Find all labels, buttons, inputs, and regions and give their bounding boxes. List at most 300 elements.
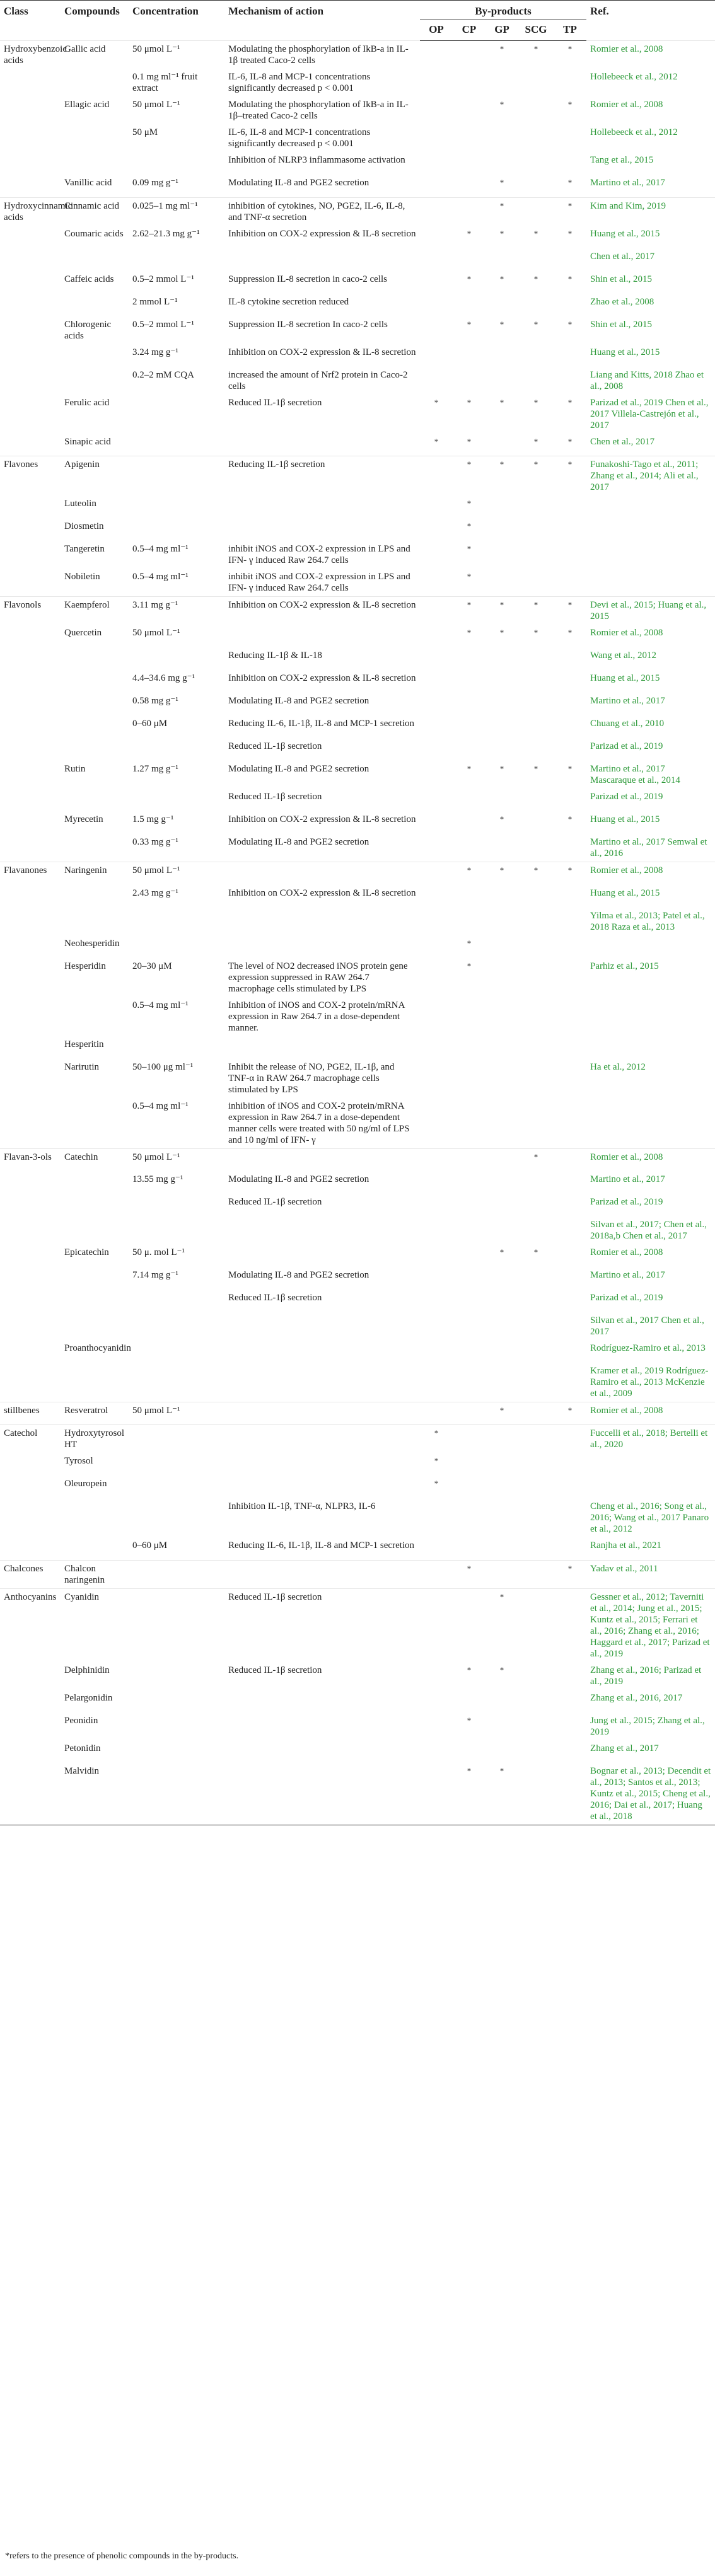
reference-cell[interactable]: Parhiz et al., 2015 — [590, 961, 659, 971]
reference-cell[interactable]: Zhang et al., 2016; Parizad et al., 2019 — [590, 1665, 702, 1687]
compound-cell: Diosmetin — [64, 521, 104, 531]
gp-marker: * — [499, 100, 504, 109]
gp-marker — [485, 69, 518, 96]
scg-marker: * — [533, 228, 538, 238]
tp-marker — [554, 1588, 586, 1662]
reference-cell[interactable]: Chen et al., 2017 — [590, 251, 655, 262]
reference-cell[interactable]: Shin et al., 2015 — [590, 274, 652, 284]
reference-cell[interactable]: Romier et al., 2008 — [586, 41, 715, 69]
op-marker — [420, 271, 453, 294]
scg-marker — [518, 1763, 554, 1825]
compound-cell: Ferulic acid — [64, 397, 110, 408]
concentration-cell: 13.55 mg g⁻¹ — [132, 1174, 183, 1184]
mechanism-cell: Inhibition IL-1β, TNF-α, NLPR3, IL-6 — [228, 1501, 376, 1511]
concentration-cell — [129, 1340, 224, 1363]
mechanism-cell — [224, 908, 420, 935]
table-row — [0, 1453, 715, 1476]
compound-cell: Resveratrol — [61, 1402, 129, 1425]
compound-cell — [61, 1171, 129, 1194]
cp-marker — [453, 1498, 485, 1537]
reference-cell[interactable]: Shin et al., 2015 — [590, 319, 652, 330]
reference-cell[interactable]: Chen et al., 2017 — [590, 436, 655, 447]
op-marker — [420, 738, 453, 761]
op-marker — [420, 1312, 453, 1340]
compound-cell: Hesperitin — [64, 1039, 104, 1049]
concentration-cell — [129, 1216, 224, 1244]
op-marker — [420, 1194, 453, 1216]
mechanism-cell: inhibit iNOS and COX-2 expression in LPS and IFN- γ induced Raw 264.7 cells — [228, 544, 410, 565]
concentration-cell — [129, 1290, 224, 1312]
gp-marker — [485, 124, 518, 152]
class-cell — [0, 495, 61, 518]
reference-cell[interactable]: Kim and Kim, 2019 — [586, 197, 715, 226]
compound-cell — [61, 124, 129, 152]
reference-cell[interactable]: Cheng et al., 2016; Song et al., 2016; Wang et al., 2017 Panaro et al., 2012 — [590, 1501, 709, 1534]
compound-cell — [61, 1216, 129, 1244]
reference-cell[interactable]: Romier et al., 2008 — [586, 1402, 715, 1425]
compound-cell: Chlorogenic acids — [64, 319, 112, 341]
concentration-cell — [129, 1036, 224, 1059]
compound-cell: Sinapic acid — [64, 436, 111, 447]
tp-marker: * — [554, 41, 586, 69]
scg-marker — [518, 518, 554, 541]
compound-cell: Vanillic acid — [64, 178, 112, 188]
class-cell — [0, 152, 61, 175]
gp-marker — [485, 248, 518, 271]
cp-marker — [453, 1690, 485, 1713]
mechanism-cell — [224, 1560, 420, 1588]
reference-cell[interactable]: Liang and Kitts, 2018 Zhao et al., 2008 — [590, 369, 704, 391]
table-row — [0, 344, 715, 367]
reference-cell[interactable]: Romier et al., 2008 — [586, 862, 715, 885]
reference-cell[interactable]: Ranjha et al., 2021 — [590, 1540, 661, 1551]
tp-marker: * — [567, 764, 573, 773]
gp-marker — [485, 1290, 518, 1312]
mechanism-cell — [224, 935, 420, 958]
concentration-cell: 50 μmol L⁻¹ — [129, 1148, 224, 1171]
compound-cell: Naringenin — [61, 862, 129, 885]
compound-cell — [61, 670, 129, 693]
tp-marker — [554, 693, 586, 715]
reference-cell[interactable]: Funakoshi-Tago et al., 2011; Zhang et al., 2014; Ali et al., 2017 — [586, 456, 715, 496]
reference-cell[interactable]: Hollebeeck et al., 2012 — [590, 127, 678, 137]
compound-cell: Rutin — [64, 764, 86, 774]
reference-cell[interactable]: Romier et al., 2008 — [590, 628, 663, 638]
tp-marker — [554, 834, 586, 862]
op-marker — [420, 625, 453, 647]
class-cell — [0, 367, 61, 395]
class-cell — [0, 1763, 61, 1825]
reference-cell[interactable]: Ha et al., 2012 — [590, 1061, 646, 1072]
scg-marker — [518, 175, 554, 197]
class-cell — [0, 1453, 61, 1476]
tp-marker — [554, 495, 586, 518]
cp-marker — [453, 1476, 485, 1498]
tp-marker — [554, 908, 586, 935]
reference-cell[interactable]: Fuccelli et al., 2018; Bertelli et al., 2020 — [586, 1425, 715, 1453]
reference-cell — [586, 541, 715, 569]
tp-marker — [554, 1498, 586, 1537]
scg-marker: * — [518, 456, 554, 496]
class-cell — [0, 1340, 61, 1363]
scg-marker — [518, 997, 554, 1036]
mechanism-cell — [224, 1312, 420, 1340]
class-cell: Chalcones — [0, 1560, 61, 1588]
cp-marker — [453, 715, 485, 738]
reference-cell[interactable]: Silvan et al., 2017 Chen et al., 2017 — [590, 1315, 704, 1337]
concentration-cell: 0.2–2 mM CQA — [132, 369, 194, 380]
op-marker — [420, 1098, 453, 1149]
mechanism-cell: Inhibition on COX-2 expression & IL-8 secretion — [228, 347, 416, 357]
class-cell — [0, 124, 61, 152]
tp-marker: * — [567, 178, 573, 187]
op-marker — [420, 935, 453, 958]
table-row — [0, 1098, 715, 1149]
reference-cell[interactable]: Hollebeeck et al., 2012 — [590, 72, 678, 82]
mechanism-cell — [224, 1453, 420, 1476]
cp-marker — [453, 69, 485, 96]
scg-marker: * — [533, 628, 538, 637]
gp-marker: * — [485, 1588, 518, 1662]
compound-cell: Delphinidin — [64, 1665, 110, 1675]
op-marker — [420, 1340, 453, 1363]
cp-marker: * — [453, 1560, 485, 1588]
concentration-cell — [129, 395, 224, 434]
gp-marker: * — [485, 1402, 518, 1425]
header-scg: SCG — [518, 20, 554, 41]
gp-marker — [485, 935, 518, 958]
table-row — [0, 1588, 715, 1662]
scg-marker — [518, 1267, 554, 1290]
op-marker — [420, 1662, 453, 1690]
tp-marker — [554, 1194, 586, 1216]
cp-marker — [453, 1036, 485, 1059]
scg-marker — [518, 1560, 554, 1588]
cp-marker — [453, 1537, 485, 1560]
cp-marker — [453, 908, 485, 935]
reference-cell[interactable]: Jung et al., 2015; Zhang et al., 2019 — [590, 1715, 705, 1737]
op-marker — [420, 316, 453, 344]
op-marker — [420, 834, 453, 862]
table-row — [0, 69, 715, 96]
class-cell — [0, 518, 61, 541]
op-marker — [420, 885, 453, 908]
gp-marker — [485, 997, 518, 1036]
table-row — [0, 124, 715, 152]
op-marker — [420, 1267, 453, 1290]
cp-marker — [453, 41, 485, 69]
class-cell — [0, 1537, 61, 1560]
scg-marker — [518, 1312, 554, 1340]
cp-marker: * — [453, 456, 485, 496]
scg-marker — [518, 670, 554, 693]
table-row — [0, 226, 715, 248]
concentration-cell — [129, 738, 224, 761]
reference-cell[interactable]: Martino et al., 2017 Mascaraque et al., 2014 — [590, 764, 680, 785]
table-row — [0, 316, 715, 344]
reference-cell[interactable]: Zhang et al., 2016, 2017 — [590, 1692, 683, 1703]
class-cell — [0, 1290, 61, 1312]
gp-marker — [485, 908, 518, 935]
table-row — [0, 1498, 715, 1537]
table-row — [0, 738, 715, 761]
mechanism-cell — [224, 1402, 420, 1425]
reference-cell[interactable]: Zhang et al., 2017 — [590, 1743, 659, 1753]
table-row — [0, 761, 715, 788]
header-class: Class — [0, 1, 61, 41]
mechanism-cell: Modulating IL-8 and PGE2 secretion — [228, 1270, 369, 1280]
table-row — [0, 1690, 715, 1713]
concentration-cell — [129, 935, 224, 958]
scg-marker — [518, 647, 554, 670]
compound-cell — [61, 367, 129, 395]
concentration-cell: 0.5–2 mmol L⁻¹ — [132, 319, 194, 330]
cp-marker — [453, 294, 485, 316]
op-marker — [420, 367, 453, 395]
gp-marker: * — [485, 862, 518, 885]
scg-marker — [518, 1340, 554, 1363]
scg-marker — [518, 1537, 554, 1560]
concentration-cell — [129, 434, 224, 456]
concentration-cell: 3.24 mg g⁻¹ — [132, 347, 178, 357]
cp-marker — [453, 367, 485, 395]
tp-marker: * — [554, 597, 586, 625]
concentration-cell: 0–60 μM — [132, 1540, 168, 1551]
scg-marker: * — [533, 1247, 538, 1257]
reference-cell — [586, 569, 715, 597]
mechanism-cell — [224, 1340, 420, 1363]
class-cell: Hydroxybenzoic acids — [0, 41, 61, 69]
class-cell — [0, 1098, 61, 1149]
scg-marker — [518, 495, 554, 518]
concentration-cell: 0.5–4 mg ml⁻¹ — [132, 572, 189, 582]
op-marker — [420, 811, 453, 834]
compound-cell: Peonidin — [64, 1715, 98, 1726]
reference-cell[interactable]: Tang et al., 2015 — [590, 155, 654, 165]
mechanism-cell: Reduced IL-1β secretion — [228, 792, 322, 802]
scg-marker — [518, 1059, 554, 1098]
tp-marker — [554, 1216, 586, 1244]
compound-cell: Hydroxytyrosol HT — [61, 1425, 129, 1453]
class-cell — [0, 811, 61, 834]
mechanism-cell: Inhibition of NLRP3 inflammasome activation — [228, 155, 405, 165]
compound-cell — [61, 997, 129, 1036]
op-marker — [420, 1402, 453, 1425]
scg-marker — [518, 1690, 554, 1713]
table-row — [0, 434, 715, 456]
gp-marker: * — [499, 397, 504, 407]
reference-cell[interactable]: Martino et al., 2017 Semwal et al., 2016 — [590, 837, 707, 858]
reference-cell[interactable]: Kramer et al., 2019 Rodríguez-Ramiro et al., 2013 McKenzie et al., 2009 — [590, 1366, 709, 1399]
concentration-cell: 20–30 μM — [132, 961, 172, 971]
mechanism-cell: Inhibition on COX-2 expression & IL-8 secretion — [228, 814, 416, 824]
reference-cell[interactable]: Romier et al., 2008 — [590, 1247, 663, 1257]
op-marker — [420, 958, 453, 997]
tp-marker — [554, 647, 586, 670]
gp-marker — [485, 1363, 518, 1402]
reference-cell[interactable]: Wang et al., 2012 — [590, 650, 657, 661]
compound-cell — [61, 1537, 129, 1560]
reference-cell[interactable]: Parizad et al., 2019 — [590, 1197, 663, 1207]
scg-marker — [518, 197, 554, 226]
compound-cell — [61, 738, 129, 761]
compound-cell: Myrecetin — [64, 814, 103, 824]
scg-marker — [518, 96, 554, 124]
gp-marker — [485, 518, 518, 541]
compound-cell: Quercetin — [64, 628, 102, 638]
table-row — [0, 958, 715, 997]
scg-marker — [518, 344, 554, 367]
concentration-cell: 0.58 mg g⁻¹ — [132, 696, 178, 706]
gp-marker — [485, 1036, 518, 1059]
tp-marker — [554, 1740, 586, 1763]
mechanism-cell: IL-8 cytokine secretion reduced — [228, 296, 349, 307]
reference-cell[interactable]: Romier et al., 2008 — [590, 100, 663, 110]
gp-marker — [485, 1476, 518, 1498]
table-row — [0, 518, 715, 541]
reference-cell[interactable]: Huang et al., 2015 — [590, 673, 660, 683]
gp-marker — [485, 1098, 518, 1149]
reference-cell[interactable]: Yadav et al., 2011 — [586, 1560, 715, 1588]
reference-cell[interactable]: Devi et al., 2015; Huang et al., 2015 — [586, 597, 715, 625]
cp-marker — [453, 1216, 485, 1244]
tp-marker — [554, 1763, 586, 1825]
class-cell — [0, 316, 61, 344]
cp-marker — [453, 248, 485, 271]
table-row — [0, 197, 715, 226]
tp-marker — [554, 997, 586, 1036]
reference-cell[interactable]: Rodríguez-Ramiro et al., 2013 — [590, 1343, 706, 1353]
reference-cell[interactable]: Gessner et al., 2012; Taverniti et al., 2014; Jung et al., 2015; Kuntz et al., 2015; Ferrari et al., 2016; Zhang et al., 2016; Haggard et al., 2017; Parizad et al., 2019 — [586, 1588, 715, 1662]
reference-cell[interactable]: Martino et al., 2017 — [590, 1174, 665, 1184]
gp-marker: * — [499, 764, 504, 773]
table-row — [0, 1425, 715, 1453]
table-row — [0, 495, 715, 518]
scg-marker — [518, 1713, 554, 1740]
compound-cell — [61, 69, 129, 96]
gp-marker — [485, 715, 518, 738]
reference-cell[interactable]: Huang et al., 2015 — [590, 347, 660, 357]
concentration-cell: 3.11 mg g⁻¹ — [129, 597, 224, 625]
tp-marker — [554, 1036, 586, 1059]
concentration-cell: 0.33 mg g⁻¹ — [132, 837, 178, 847]
mechanism-cell — [224, 495, 420, 518]
cp-marker — [453, 788, 485, 811]
header-op: OP — [420, 20, 453, 41]
reference-cell[interactable]: Romier et al., 2008 — [586, 1148, 715, 1171]
concentration-cell: 0.1 mg ml⁻¹ fruit extract — [132, 72, 198, 93]
reference-cell[interactable]: Parizad et al., 2019 Chen et al., 2017 Villela-Castrejón et al., 2017 — [590, 397, 709, 430]
table-row — [0, 834, 715, 862]
reference-cell[interactable]: Bognar et al., 2013; Decendit et al., 2013; Santos et al., 2013; Kuntz et al., 2015; Cheng et al., 2016; Dai et al., 2017; Huang et al., 2018 — [586, 1763, 715, 1825]
table-row — [0, 862, 715, 885]
op-marker — [420, 541, 453, 569]
reference-cell[interactable]: Parizad et al., 2019 — [590, 1293, 663, 1303]
class-cell — [0, 69, 61, 96]
reference-cell[interactable]: Yilma et al., 2013; Patel et al., 2018 Raza et al., 2013 — [590, 910, 705, 932]
class-cell — [0, 1059, 61, 1098]
op-marker — [420, 1763, 453, 1825]
gp-marker: * — [485, 456, 518, 496]
class-cell — [0, 1498, 61, 1537]
concentration-cell: 0.025–1 mg ml⁻¹ — [129, 197, 224, 226]
concentration-cell — [129, 1453, 224, 1476]
compound-cell: Malvidin — [61, 1763, 129, 1825]
op-marker — [420, 1216, 453, 1244]
mechanism-cell: Modulating IL-8 and PGE2 secretion — [228, 1174, 369, 1184]
op-marker — [420, 761, 453, 788]
mechanism-cell — [224, 518, 420, 541]
mechanism-cell: Suppression IL-8 secretion in caco-2 cells — [228, 274, 388, 284]
mechanism-cell — [224, 1476, 420, 1498]
reference-cell[interactable]: Huang et al., 2015 — [590, 887, 660, 898]
class-cell — [0, 344, 61, 367]
cp-marker: * — [467, 764, 472, 773]
tp-marker — [554, 1290, 586, 1312]
scg-marker — [518, 958, 554, 997]
tp-marker: * — [567, 436, 573, 446]
cp-marker: * — [467, 521, 472, 531]
cp-marker — [453, 1340, 485, 1363]
concentration-cell — [129, 1425, 224, 1453]
class-cell — [0, 834, 61, 862]
table-row — [0, 1244, 715, 1267]
op-marker — [420, 96, 453, 124]
table-row — [0, 1662, 715, 1690]
reference-cell[interactable]: Huang et al., 2015 — [590, 814, 660, 824]
gp-marker — [485, 1267, 518, 1290]
reference-cell — [586, 1036, 715, 1059]
gp-marker — [485, 1312, 518, 1340]
gp-marker: * — [499, 274, 504, 284]
gp-marker — [485, 344, 518, 367]
scg-marker: * — [533, 764, 538, 773]
cp-marker — [453, 344, 485, 367]
cp-marker — [453, 885, 485, 908]
mechanism-cell: Modulating the phosphorylation of IkB-a in IL-1β–treated Caco-2 cells — [228, 100, 409, 121]
concentration-cell: 0.09 mg g⁻¹ — [132, 178, 178, 188]
tp-marker: * — [554, 1402, 586, 1425]
compound-cell: Luteolin — [64, 499, 96, 509]
cp-marker — [453, 152, 485, 175]
compound-cell — [61, 647, 129, 670]
reference-cell[interactable]: Martino et al., 2017 — [590, 696, 665, 706]
gp-marker — [485, 1194, 518, 1216]
concentration-cell: 4.4–34.6 mg g⁻¹ — [132, 673, 195, 683]
reference-cell[interactable]: Huang et al., 2015 — [590, 228, 660, 239]
class-cell — [0, 715, 61, 738]
reference-cell[interactable]: Parizad et al., 2019 — [590, 741, 663, 751]
reference-cell[interactable]: Chuang et al., 2010 — [590, 719, 665, 729]
mechanism-cell: IL-6, IL-8 and MCP-1 concentrations significantly decreased p < 0.001 — [228, 72, 371, 93]
reference-cell[interactable]: Martino et al., 2017 — [590, 178, 665, 188]
reference-cell[interactable]: Parizad et al., 2019 — [590, 792, 663, 802]
gp-marker — [485, 1453, 518, 1476]
mechanism-cell: Inhibition on COX-2 expression & IL-8 secretion — [228, 228, 416, 239]
op-marker — [420, 1740, 453, 1763]
table-row — [0, 1340, 715, 1363]
table-row — [0, 152, 715, 175]
op-marker — [420, 693, 453, 715]
reference-cell[interactable]: Zhao et al., 2008 — [590, 296, 654, 307]
gp-marker — [485, 1560, 518, 1588]
cp-marker — [453, 124, 485, 152]
tp-marker — [554, 1171, 586, 1194]
class-cell — [0, 958, 61, 997]
class-cell — [0, 271, 61, 294]
reference-cell[interactable]: Silvan et al., 2017; Chen et al., 2018a,b Chen et al., 2017 — [590, 1220, 707, 1241]
reference-cell[interactable]: Martino et al., 2017 — [590, 1270, 665, 1280]
